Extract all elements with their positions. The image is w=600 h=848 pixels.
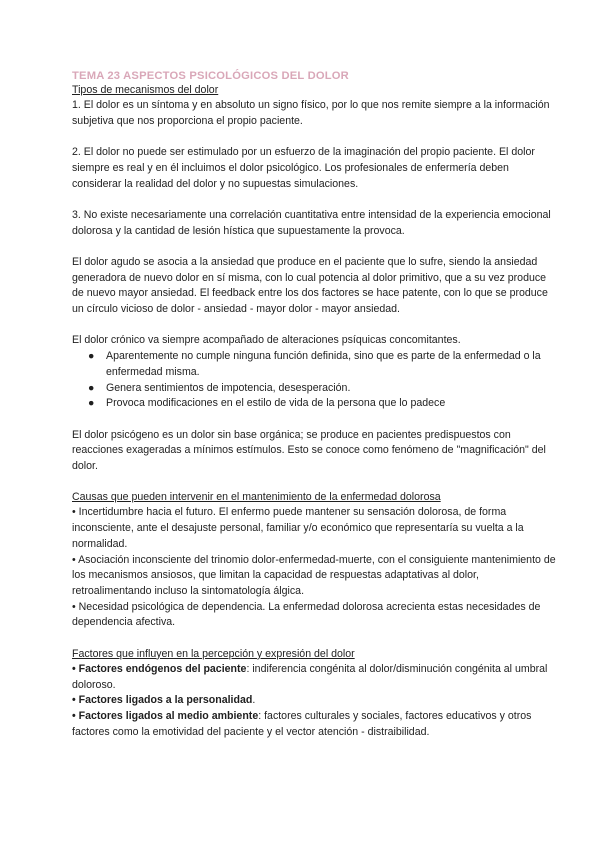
bullet-list [72, 349, 560, 412]
section-heading-factores: Factores que influyen en la percepción y expresión del dolor [72, 647, 355, 660]
paragraph-dolor-cronico: El dolor crónico va siempre acompañado de alteraciones psíquicas concomitantes. [72, 334, 461, 347]
document-title: TEMA 23 ASPECTOS PSICOLÓGICOS DEL DOLOR [72, 70, 349, 82]
factor-item: • Factores ligados a la personalidad. [72, 694, 256, 707]
causa-item: • Asociación inconsciente del trinomio dolor-enfermedad-muerte, con el consiguiente mantenimiento de los mecanismos ansiosos, que limitan la capacidad de respuestas adaptativas al dolor, retroalimentando incluso la sintomatología álgica. [72, 553, 556, 597]
list-item: ● Genera sentimientos de impotencia, desesperación. [106, 381, 560, 397]
causa-item: • Necesidad psicológica de dependencia. La enfermedad dolorosa acrecienta estas necesidades de dependencia afectiva. [72, 600, 541, 629]
paragraph-1: 1. El dolor es un síntoma y en absoluto un signo físico, por lo que nos remite siempre a la información subjetiva que nos proporciona el propio paciente. [72, 99, 550, 127]
causa-item: • Incertidumbre hacia el futuro. El enfermo puede mantener su sensación dolorosa, de forma inconsciente, ante el desajuste personal, familiar y/o económico que representaría su vuelta a la normalidad. [72, 506, 524, 550]
section-heading-causas: Causas que pueden intervenir en el mantenimiento de la enfermedad dolorosa [72, 491, 441, 504]
paragraph-3: 3. No existe necesariamente una correlación cuantitativa entre intensidad de la experiencia emocional dolorosa y la cantidad de lesión hística que supuestamente la provoca. [72, 208, 551, 237]
bullet-icon: ● [88, 350, 95, 363]
paragraph-dolor-agudo: El dolor agudo se asocia a la ansiedad que produce en el paciente que lo sufre, siendo la ansiedad generadora de nuevo dolor en sí misma, con lo cual potencia al dolor primitivo, que a su vez produce de nuevo mayor ansiedad. El feedback entre los dos factores se hace patente, con lo que se produce un círculo vicioso de dolor - ansiedad - mayor dolor - mayor ansiedad. [72, 255, 548, 316]
list-item: ● Provoca modificaciones en el estilo de vida de la persona que lo padece [106, 396, 560, 412]
section-heading-mecanismos: Tipos de mecanismos del dolor [72, 84, 219, 96]
factor-item: • Factores endógenos del paciente: indiferencia congénita al dolor/disminución congénita al umbral doloroso. [72, 662, 548, 691]
factor-item: • Factores ligados al medio ambiente: factores culturales y sociales, factores educativos y otros factores como la emotividad del paciente y el vector atención - distraibilidad. [72, 709, 532, 738]
bullet-icon: ● [88, 397, 95, 410]
paragraph-2: 2. El dolor no puede ser estimulado por un esfuerzo de la imaginación del propio paciente. El dolor siempre es real y en él incluimos el dolor psicológico. Los profesionales de enfermería deben considerar la realidad del dolor y no supuestas simulaciones. [72, 146, 535, 190]
list-item: ● Aparentemente no cumple ninguna función definida, sino que es parte de la enfermedad o la enfermedad misma. [88, 350, 541, 378]
bullet-icon: ● [88, 381, 95, 394]
paragraph-dolor-psicogeno: El dolor psicógeno es un dolor sin base orgánica; se produce en pacientes predispuestos con reacciones exageradas a mínimos estímulos. Esto se conoce como fenómeno de "magnificación" del dolor. [72, 428, 546, 473]
